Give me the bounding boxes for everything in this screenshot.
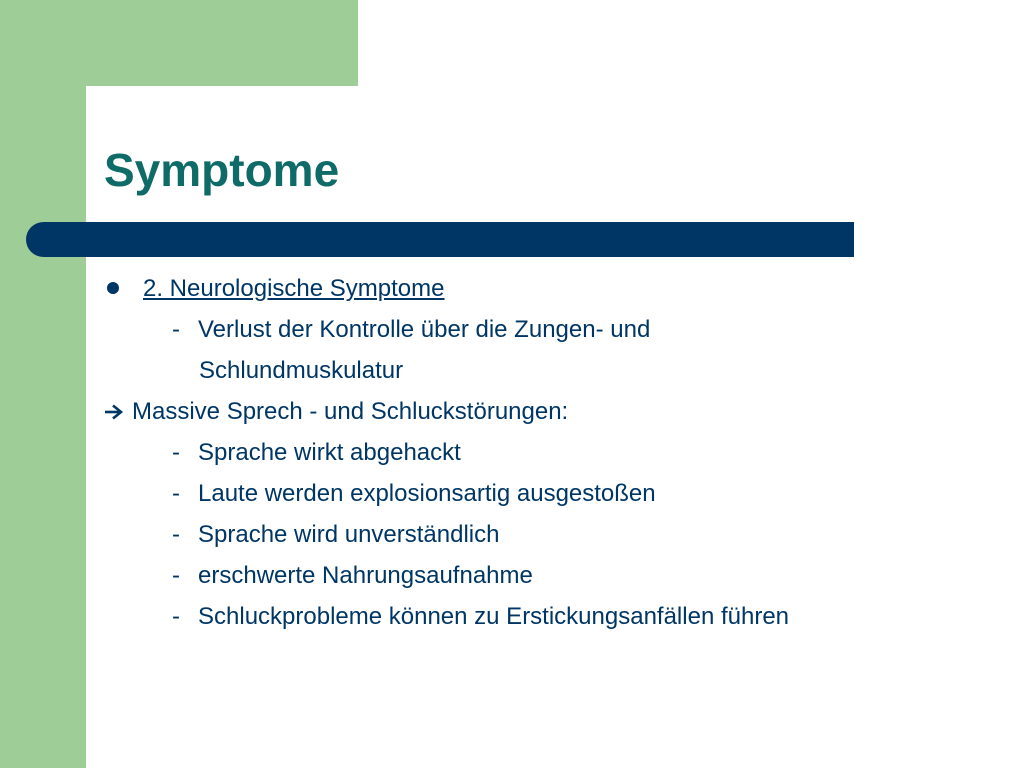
list-item-text: erschwerte Nahrungsaufnahme [198, 562, 533, 589]
list-item-text: Sprache wird unverständlich [198, 521, 500, 548]
bullet-heading[interactable] [143, 274, 444, 304]
list-item-continuation: Schlundmuskulatur [199, 357, 404, 384]
dash-marker: - [172, 480, 180, 507]
dash-marker: - [172, 521, 180, 548]
list-item [172, 438, 461, 468]
arrow-heading-text: Massive Sprech - und Schluckstörungen: [132, 398, 569, 425]
list-item [172, 520, 500, 550]
bullet-icon [107, 282, 119, 294]
list-item-text: Schluckprobleme können zu Erstickungsanfällen führen [198, 603, 790, 630]
list-item [172, 315, 650, 345]
dash-marker: - [172, 603, 180, 630]
bullet-heading-link[interactable]: 2. Neurologische Symptome [143, 275, 445, 302]
dash-marker: - [172, 562, 180, 589]
list-item-text: Verlust der Kontrolle über die Zungen- und [198, 316, 651, 343]
list-item-text: Laute werden explosionsartig ausgestoßen [198, 480, 656, 507]
slide-title: Symptome [104, 144, 340, 196]
list-item [172, 602, 789, 632]
list-item-text: Sprache wirkt abgehackt [198, 439, 461, 466]
dash-marker: - [172, 316, 180, 343]
dash-marker: - [172, 439, 180, 466]
arrow-heading [104, 397, 568, 427]
right-arrow-icon [104, 397, 124, 427]
list-item [172, 479, 656, 509]
list-item [172, 561, 533, 591]
